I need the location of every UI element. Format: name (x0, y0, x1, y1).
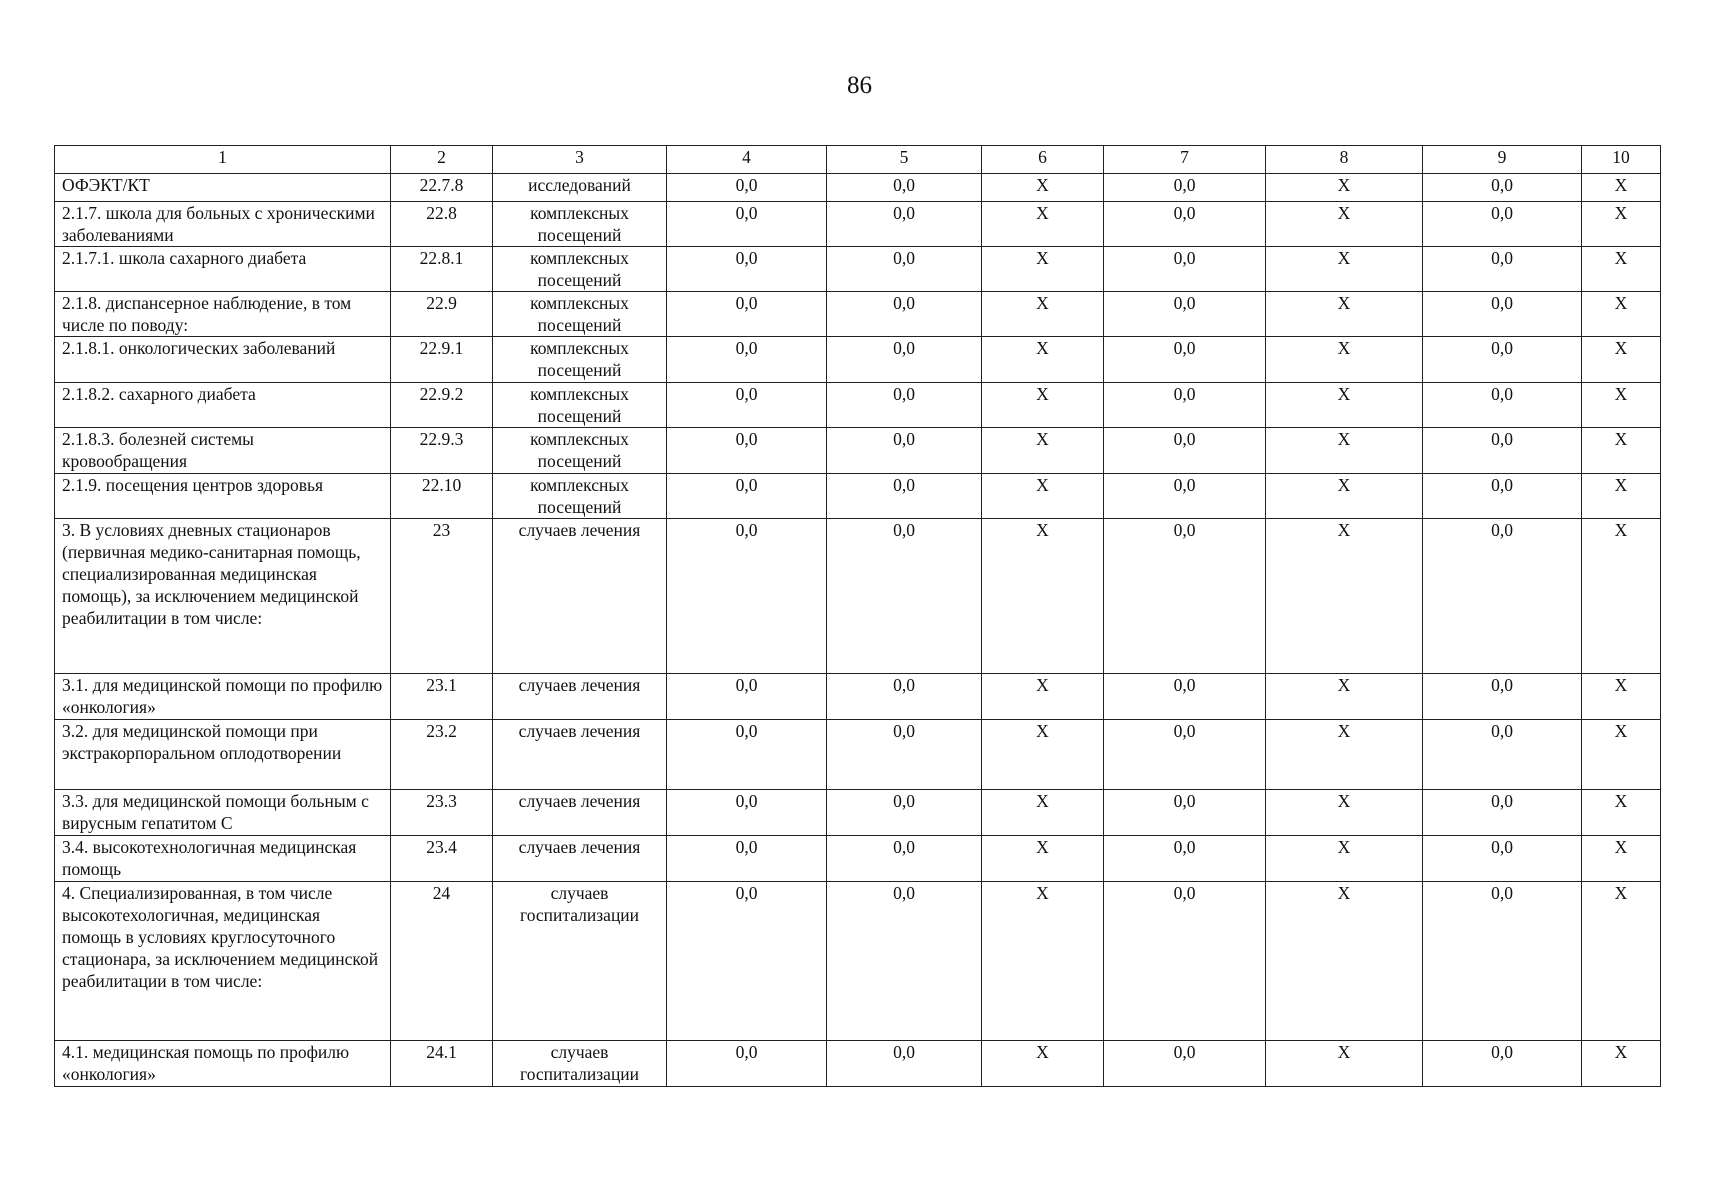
cell-value: 0,0 (1423, 882, 1582, 1041)
cell-value: 0,0 (827, 882, 982, 1041)
cell-value: X (982, 674, 1104, 720)
cell-value: X (1582, 519, 1661, 674)
column-header: 8 (1266, 146, 1423, 174)
cell-value: 0,0 (667, 337, 827, 383)
table-row (55, 674, 1661, 720)
cell-value: X (982, 836, 1104, 882)
row-code: 22.8.1 (391, 247, 493, 292)
cell-value: X (1582, 337, 1661, 383)
row-code: 22.8 (391, 202, 493, 247)
cell-value: 0,0 (1423, 790, 1582, 836)
cell-value: 0,0 (827, 337, 982, 383)
cell-value: X (1266, 882, 1423, 1041)
cell-value: 0,0 (1104, 1041, 1266, 1087)
cell-value: 0,0 (827, 519, 982, 674)
row-unit: исследований (493, 174, 667, 202)
cell-value: 0,0 (1423, 174, 1582, 202)
row-label: 3.1. для медицинской помощи по профилю «онкология» (55, 674, 391, 720)
cell-value: 0,0 (827, 720, 982, 790)
column-header: 7 (1104, 146, 1266, 174)
row-label: ОФЭКТ/КТ (55, 174, 391, 202)
column-header: 6 (982, 146, 1104, 174)
column-header: 2 (391, 146, 493, 174)
row-label: 4. Специализированная, в том числе высокотехологичная, медицинская помощь в условиях круглосуточного стационара, за исключением медицинской реабилитации в том числе: (55, 882, 391, 1041)
column-header: 5 (827, 146, 982, 174)
cell-value: X (982, 428, 1104, 474)
cell-value: 0,0 (667, 836, 827, 882)
row-unit: случаев лечения (493, 836, 667, 882)
cell-value: 0,0 (667, 519, 827, 674)
row-label: 2.1.8.2. сахарного диабета (55, 383, 391, 428)
cell-value: 0,0 (1423, 674, 1582, 720)
row-label: 3. В условиях дневных стационаров (первичная медико-санитарная помощь, специализированная медицинская помощь), за исключением медицинской реабилитации в том числе: (55, 519, 391, 674)
cell-value: 0,0 (667, 428, 827, 474)
cell-value: 0,0 (1423, 1041, 1582, 1087)
table-row (55, 882, 1661, 1041)
cell-value: 0,0 (1423, 474, 1582, 519)
cell-value: 0,0 (667, 720, 827, 790)
row-code: 22.9.3 (391, 428, 493, 474)
header-row (55, 146, 1661, 174)
column-header: 3 (493, 146, 667, 174)
cell-value: 0,0 (1423, 292, 1582, 337)
row-unit: комплексных посещений (493, 292, 667, 337)
cell-value: X (982, 474, 1104, 519)
cell-value: 0,0 (1104, 292, 1266, 337)
row-code: 22.9.1 (391, 337, 493, 383)
cell-value: X (1582, 474, 1661, 519)
row-label: 3.2. для медицинской помощи при экстракорпоральном оплодотворении (55, 720, 391, 790)
cell-value: 0,0 (1423, 519, 1582, 674)
cell-value: 0,0 (1104, 790, 1266, 836)
row-code: 23.1 (391, 674, 493, 720)
table-row (55, 292, 1661, 337)
cell-value: X (1582, 247, 1661, 292)
row-unit: случаев лечения (493, 674, 667, 720)
table-row (55, 174, 1661, 202)
row-unit: случаев госпитализации (493, 882, 667, 1041)
cell-value: 0,0 (1104, 720, 1266, 790)
cell-value: X (982, 202, 1104, 247)
row-unit: комплексных посещений (493, 383, 667, 428)
row-code: 22.7.8 (391, 174, 493, 202)
row-code: 23 (391, 519, 493, 674)
cell-value: X (982, 337, 1104, 383)
table-row (55, 428, 1661, 474)
row-label: 3.3. для медицинской помощи больным с вирусным гепатитом С (55, 790, 391, 836)
row-code: 24 (391, 882, 493, 1041)
cell-value: 0,0 (1423, 337, 1582, 383)
cell-value: X (982, 519, 1104, 674)
row-label: 2.1.7. школа для больных с хроническими заболеваниями (55, 202, 391, 247)
cell-value: 0,0 (827, 474, 982, 519)
cell-value: 0,0 (827, 674, 982, 720)
cell-value: 0,0 (667, 202, 827, 247)
cell-value: 0,0 (1104, 882, 1266, 1041)
row-unit: комплексных посещений (493, 428, 667, 474)
row-label: 2.1.8. диспансерное наблюдение, в том числе по поводу: (55, 292, 391, 337)
cell-value: 0,0 (1423, 383, 1582, 428)
cell-value: 0,0 (827, 202, 982, 247)
cell-value: 0,0 (1423, 720, 1582, 790)
cell-value: 0,0 (827, 174, 982, 202)
cell-value: 0,0 (827, 383, 982, 428)
table-row (55, 720, 1661, 790)
cell-value: X (1266, 474, 1423, 519)
row-code: 23.2 (391, 720, 493, 790)
table-row (55, 836, 1661, 882)
cell-value: X (1266, 720, 1423, 790)
cell-value: X (1266, 519, 1423, 674)
row-label: 3.4. высокотехнологичная медицинская помощь (55, 836, 391, 882)
row-unit: случаев лечения (493, 790, 667, 836)
cell-value: 0,0 (1423, 202, 1582, 247)
cell-value: 0,0 (667, 790, 827, 836)
row-code: 23.4 (391, 836, 493, 882)
table-row (55, 790, 1661, 836)
table-row (55, 202, 1661, 247)
table-row (55, 1041, 1661, 1087)
cell-value: X (1266, 836, 1423, 882)
cell-value: 0,0 (667, 292, 827, 337)
cell-value: 0,0 (667, 1041, 827, 1087)
row-unit: комплексных посещений (493, 474, 667, 519)
cell-value: X (1582, 790, 1661, 836)
row-unit: комплексных посещений (493, 337, 667, 383)
row-label: 2.1.8.1. онкологических заболеваний (55, 337, 391, 383)
cell-value: 0,0 (827, 1041, 982, 1087)
cell-value: X (1582, 674, 1661, 720)
cell-value: X (1582, 174, 1661, 202)
row-unit: случаев лечения (493, 720, 667, 790)
cell-value: 0,0 (1104, 519, 1266, 674)
cell-value: X (1266, 383, 1423, 428)
cell-value: X (1582, 292, 1661, 337)
column-header: 4 (667, 146, 827, 174)
row-code: 22.9 (391, 292, 493, 337)
row-unit: случаев лечения (493, 519, 667, 674)
cell-value: X (1266, 337, 1423, 383)
cell-value: X (1582, 1041, 1661, 1087)
cell-value: X (982, 174, 1104, 202)
row-label: 2.1.8.3. болезней системы кровообращения (55, 428, 391, 474)
column-header: 9 (1423, 146, 1582, 174)
cell-value: X (1266, 1041, 1423, 1087)
row-code: 22.9.2 (391, 383, 493, 428)
row-unit: комплексных посещений (493, 247, 667, 292)
cell-value: X (1266, 202, 1423, 247)
table-row (55, 383, 1661, 428)
cell-value: X (1582, 383, 1661, 428)
cell-value: 0,0 (1104, 428, 1266, 474)
cell-value: 0,0 (1104, 337, 1266, 383)
cell-value: X (982, 1041, 1104, 1087)
row-label: 4.1. медицинская помощь по профилю «онкология» (55, 1041, 391, 1087)
cell-value: X (982, 292, 1104, 337)
row-label: 2.1.9. посещения центров здоровья (55, 474, 391, 519)
cell-value: 0,0 (667, 247, 827, 292)
row-code: 23.3 (391, 790, 493, 836)
cell-value: 0,0 (667, 383, 827, 428)
cell-value: 0,0 (1104, 383, 1266, 428)
cell-value: 0,0 (827, 836, 982, 882)
cell-value: 0,0 (1104, 202, 1266, 247)
cell-value: 0,0 (1104, 836, 1266, 882)
cell-value: X (1582, 202, 1661, 247)
cell-value: X (1582, 836, 1661, 882)
table-row (55, 474, 1661, 519)
page-number: 86 (847, 72, 872, 99)
cell-value: X (982, 790, 1104, 836)
cell-value: X (1582, 720, 1661, 790)
cell-value: 0,0 (827, 428, 982, 474)
cell-value: 0,0 (827, 247, 982, 292)
cell-value: 0,0 (1104, 174, 1266, 202)
cell-value: 0,0 (1423, 247, 1582, 292)
cell-value: 0,0 (1104, 674, 1266, 720)
table-row (55, 337, 1661, 383)
row-label: 2.1.7.1. школа сахарного диабета (55, 247, 391, 292)
cell-value: 0,0 (1104, 247, 1266, 292)
cell-value: 0,0 (667, 174, 827, 202)
cell-value: X (1266, 247, 1423, 292)
row-code: 24.1 (391, 1041, 493, 1087)
cell-value: X (982, 383, 1104, 428)
cell-value: 0,0 (1104, 474, 1266, 519)
row-code: 22.10 (391, 474, 493, 519)
cell-value: X (1266, 674, 1423, 720)
data-table (54, 145, 1661, 1087)
cell-value: 0,0 (667, 882, 827, 1041)
cell-value: X (1266, 174, 1423, 202)
cell-value: X (1266, 292, 1423, 337)
cell-value: X (1266, 428, 1423, 474)
cell-value: X (1582, 428, 1661, 474)
column-header: 1 (55, 146, 391, 174)
cell-value: 0,0 (1423, 836, 1582, 882)
cell-value: X (982, 247, 1104, 292)
cell-value: 0,0 (827, 790, 982, 836)
cell-value: 0,0 (827, 292, 982, 337)
column-header: 10 (1582, 146, 1661, 174)
row-unit: случаев госпитализации (493, 1041, 667, 1087)
table-row (55, 519, 1661, 674)
cell-value: 0,0 (667, 474, 827, 519)
row-unit: комплексных посещений (493, 202, 667, 247)
cell-value: X (982, 882, 1104, 1041)
table-row (55, 247, 1661, 292)
cell-value: X (1582, 882, 1661, 1041)
cell-value: 0,0 (1423, 428, 1582, 474)
cell-value: X (982, 720, 1104, 790)
cell-value: X (1266, 790, 1423, 836)
cell-value: 0,0 (667, 674, 827, 720)
